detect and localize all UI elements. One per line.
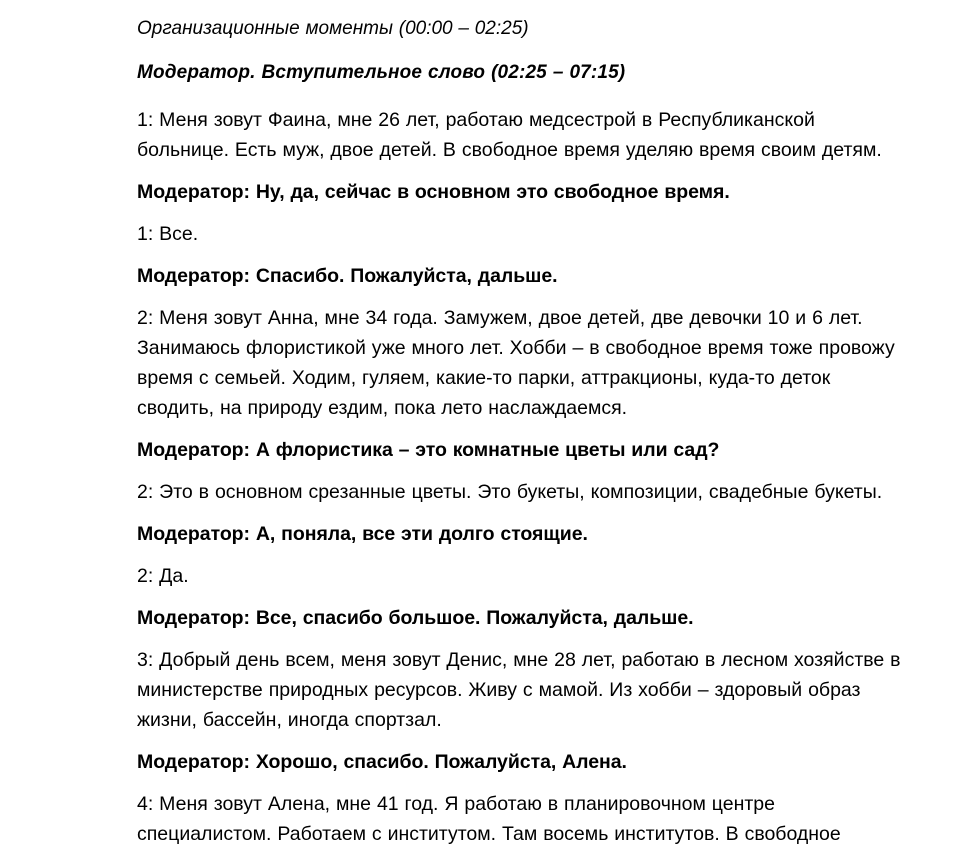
transcript-paragraph-speaker-1: 1: Меня зовут Фаина, мне 26 лет, работаю медсестрой в Республиканской больнице. Есть муж, двое детей. В свободное время уделяю время своим детям. <box>137 109 882 161</box>
transcript-paragraph-moderator: Модератор: Все, спасибо большое. Пожалуйста, дальше. <box>137 607 694 629</box>
transcript-paragraph-speaker-3: 3: Добрый день всем, меня зовут Денис, мне 28 лет, работаю в лесном хозяйстве в министерстве природных ресурсов. Живу с мамой. Из хобби – здоровый образ жизни, бассейн, иногда спортзал. <box>137 649 901 731</box>
transcript-paragraph-moderator: Модератор: Ну, да, сейчас в основном это свободное время. <box>137 181 730 203</box>
transcript-paragraph-moderator: Модератор: Спасибо. Пожалуйста, дальше. <box>137 265 558 287</box>
transcript-paragraph-speaker-2: 2: Меня зовут Анна, мне 34 года. Замужем, двое детей, две девочки 10 и 6 лет. Занимаюсь флористикой уже много лет. Хобби – в свободное время тоже провожу время с семьей. Ходим, гуляем, какие-то парки, аттракционы, куда-то деток сводить, на природу ездим, пока лето наслаждаемся. <box>137 307 895 419</box>
transcript-paragraph-speaker-2: 2: Да. <box>137 565 189 587</box>
transcript-paragraph-speaker-4: 4: Меня зовут Алена, мне 41 год. Я работаю в планировочном центре специалистом. Работаем с институтом. Там восемь институтов. В свободное <box>137 793 841 845</box>
transcript-paragraph-moderator: Модератор: А флористика – это комнатные цветы или сад? <box>137 439 720 461</box>
transcript-paragraph-moderator: Модератор: Хорошо, спасибо. Пожалуйста, Алена. <box>137 751 627 773</box>
transcript-paragraph-speaker-2: 2: Это в основном срезанные цветы. Это букеты, композиции, свадебные букеты. <box>137 481 883 503</box>
transcript-paragraph-moderator: Модератор: А, поняла, все эти долго стоящие. <box>137 523 588 545</box>
transcript-paragraph-speaker-1: 1: Все. <box>137 223 199 245</box>
section-heading-organizational: Организационные моменты (00:00 – 02:25) <box>137 18 529 39</box>
section-heading-moderator-intro: Модератор. Вступительное слово (02:25 – 07:15) <box>137 62 626 83</box>
